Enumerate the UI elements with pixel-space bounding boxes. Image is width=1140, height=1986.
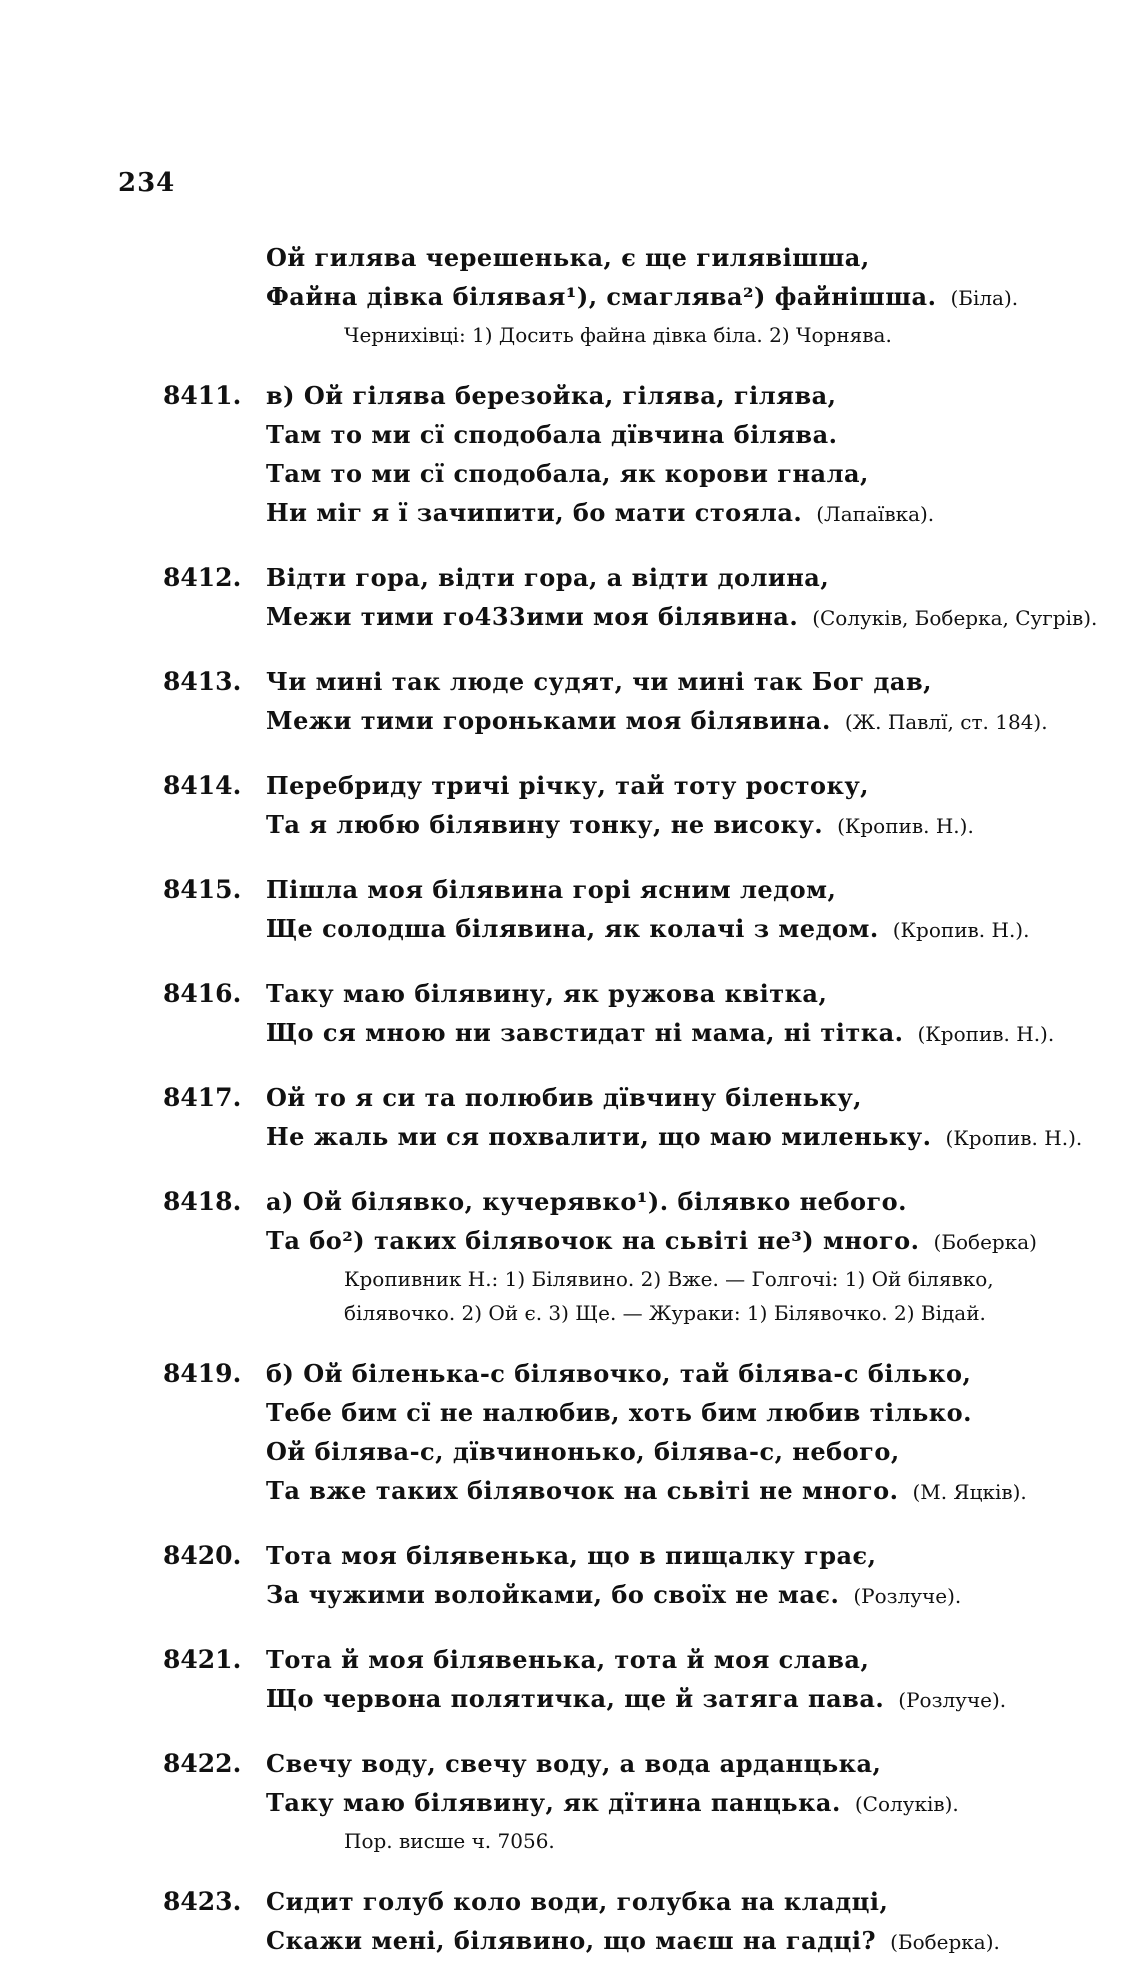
- entry-number: 8420.: [163, 1541, 242, 1570]
- entry-number: 8418.: [163, 1187, 242, 1216]
- source-reference: (Кропив. Н.).: [837, 814, 974, 838]
- verse-line: [266, 766, 1140, 805]
- verse-line: [266, 701, 1140, 742]
- verse-line: [266, 376, 1140, 415]
- source-reference: (Кропив. Н.).: [945, 1126, 1083, 1150]
- entry-number: 8413.: [163, 667, 242, 696]
- poem-entry: [0, 238, 1140, 352]
- verse-line: [266, 277, 1140, 318]
- verse-line: [266, 1921, 1140, 1962]
- verse-text: Що червона полятичка, ще й затяга пава.: [266, 1684, 885, 1713]
- poem-entry: [0, 974, 1140, 1054]
- verse-text: Сидит голуб коло води, голубка на кладці,: [266, 1887, 889, 1916]
- verse-text: Та вже таких білявочок на сьвіті не много.: [266, 1476, 899, 1505]
- verse-line: [266, 1393, 1140, 1432]
- verse-line: [266, 1078, 1140, 1117]
- verse-line: [266, 238, 1140, 277]
- verse-text: Чи мині так люде судят, чи мині так Бог дав,: [266, 667, 932, 696]
- verse-line: [266, 1471, 1140, 1512]
- footnote: Пор. висше ч. 7056.: [344, 1829, 555, 1853]
- verse-lines: [266, 1640, 1140, 1720]
- verse-text: Межи тими го433ими моя білявина.: [266, 602, 799, 631]
- verse-line: [266, 597, 1140, 638]
- poem-entry: [0, 870, 1140, 950]
- source-reference: (Лапаївка).: [816, 502, 935, 526]
- entry-number: 8414.: [163, 771, 242, 800]
- verse-text: Відти гора, відти гора, а відти долина,: [266, 563, 830, 592]
- verse-text: Та я любю білявину тонку, не високу.: [266, 810, 824, 839]
- verse-line: [266, 1744, 1140, 1783]
- verse-text: Ни міг я ї зачипити, бо мати стояла.: [266, 498, 803, 527]
- poem-entry: [0, 1182, 1140, 1330]
- source-reference: (Біла).: [950, 286, 1019, 310]
- verse-lines: [266, 1182, 1140, 1330]
- verse-text: Ой гилява черешенька, є ще гилявішша,: [266, 243, 870, 272]
- verse-text: Не жаль ми ся похвалити, що маю миленьку.: [266, 1122, 932, 1151]
- verse-line: [266, 805, 1140, 846]
- verse-line: [266, 1221, 1140, 1262]
- verse-lines: [266, 376, 1140, 534]
- verse-line: [266, 1640, 1140, 1679]
- poem-entry: [0, 1640, 1140, 1720]
- poem-entry: [0, 1354, 1140, 1512]
- verse-line: [266, 974, 1140, 1013]
- verse-line: [266, 909, 1140, 950]
- verse-text: в) Ой гілява березойка, гілява, гілява,: [266, 381, 837, 410]
- entry-number: 8412.: [163, 563, 242, 592]
- footnote: Кропивник Н.: 1) Білявино. 2) Вже. — Голгочі: 1) Ой білявко, білявочко. 2) Ой є. 3) Ще. — Жураки: 1) Білявочко. 2) Відай.: [344, 1267, 994, 1325]
- entry-number: 8421.: [163, 1645, 242, 1674]
- entry-number: 8417.: [163, 1083, 242, 1112]
- verse-line: [266, 558, 1140, 597]
- verse-lines: [266, 1536, 1140, 1616]
- verse-line: [266, 1013, 1140, 1054]
- poem-entry: [0, 376, 1140, 534]
- entry-number: 8411.: [163, 381, 242, 410]
- verse-line: [266, 1432, 1140, 1471]
- verse-text: Таку маю білявину, як ружова квітка,: [266, 979, 828, 1008]
- poem-entry: [0, 766, 1140, 846]
- verse-text: За чужими волойками, бо своїх не має.: [266, 1580, 840, 1609]
- verse-text: Перебриду тричі річку, тай тоту ростоку,: [266, 771, 870, 800]
- footnote: Чернихівці: 1) Досить файна дівка біла. 2) Чорнява.: [344, 323, 892, 347]
- source-reference: (М. Яцків).: [912, 1480, 1027, 1504]
- verse-text: Там то ми сї сподобала, як корови гнала,: [266, 459, 869, 488]
- verse-line: [266, 1117, 1140, 1158]
- verse-line: [266, 1354, 1140, 1393]
- verse-lines: [266, 870, 1140, 950]
- poem-entry: [0, 1078, 1140, 1158]
- source-reference: (Боберка): [933, 1230, 1037, 1254]
- verse-text: Тота моя білявенька, що в пищалку грає,: [266, 1541, 877, 1570]
- verse-lines: [266, 558, 1140, 638]
- source-reference: (Кропив. Н.).: [892, 918, 1030, 942]
- page-number: 234: [118, 168, 176, 198]
- verse-text: б) Ой біленька-с білявочко, тай білява-с білько,: [266, 1359, 972, 1388]
- source-reference: (Солуків, Боберка, Сугрів).: [812, 606, 1098, 630]
- verse-lines: [266, 1078, 1140, 1158]
- entry-number: 8423.: [163, 1887, 242, 1916]
- verse-line: [266, 415, 1140, 454]
- verse-text: Що ся мною ни завстидат ні мама, ні тітка.: [266, 1018, 904, 1047]
- poem-entry: [0, 1882, 1140, 1962]
- verse-text: Там то ми сї сподобала дївчина білява.: [266, 420, 838, 449]
- verse-line: [266, 1882, 1140, 1921]
- entry-number: 8415.: [163, 875, 242, 904]
- verse-text: Ще солодша білявина, як колачі з медом.: [266, 914, 879, 943]
- verse-text: Таку маю білявину, як дїтина панцька.: [266, 1788, 841, 1817]
- source-reference: (Солуків).: [854, 1792, 959, 1816]
- verse-lines: [266, 1882, 1140, 1962]
- poem-entry: [0, 662, 1140, 742]
- verse-line: [266, 1182, 1140, 1221]
- entry-number: 8422.: [163, 1749, 242, 1778]
- poem-entry: [0, 558, 1140, 638]
- source-reference: (Боберка).: [890, 1930, 1000, 1954]
- verse-text: Файна дівка білявая¹), смаглява²) файнішша.: [266, 282, 937, 311]
- entry-number: 8416.: [163, 979, 242, 1008]
- source-reference: (Кропив. Н.).: [917, 1022, 1055, 1046]
- verse-lines: [266, 662, 1140, 742]
- verse-line: [266, 1575, 1140, 1616]
- verse-line: [266, 870, 1140, 909]
- verse-text: Тота й моя білявенька, тота й моя слава,: [266, 1645, 870, 1674]
- verse-text: Межи тими гороньками моя білявина.: [266, 706, 831, 735]
- verse-line: [266, 493, 1140, 534]
- verse-line: [266, 1679, 1140, 1720]
- source-reference: (Розлуче).: [898, 1688, 1007, 1712]
- verse-line: [266, 1783, 1140, 1824]
- verse-text: Та бо²) таких білявочок на сьвіті не³) много.: [266, 1226, 920, 1255]
- verse-text: Тебе бим сї не налюбив, хоть бим любив тілько.: [266, 1398, 973, 1427]
- verse-text: Свечу воду, свечу воду, а вода арданцька,: [266, 1749, 882, 1778]
- verse-lines: [266, 974, 1140, 1054]
- verse-line: [266, 1536, 1140, 1575]
- entry-number: 8419.: [163, 1359, 242, 1388]
- verse-lines: [266, 238, 1140, 352]
- verse-text: Ой то я си та полюбив дївчину біленьку,: [266, 1083, 863, 1112]
- verse-lines: [266, 1744, 1140, 1858]
- source-reference: (Розлуче).: [853, 1584, 962, 1608]
- verse-line: [266, 662, 1140, 701]
- poem-entry: [0, 1744, 1140, 1858]
- verse-text: а) Ой білявко, кучерявко¹). білявко небого.: [266, 1187, 908, 1216]
- verse-lines: [266, 766, 1140, 846]
- verse-lines: [266, 1354, 1140, 1512]
- poem-entry: [0, 1536, 1140, 1616]
- verse-text: Ой білява-с, дївчинонько, білява-с, небого,: [266, 1437, 900, 1466]
- verse-text: Скажи мені, білявино, що маєш на гадці?: [266, 1926, 877, 1955]
- verse-text: Пішла моя білявина горі ясним ледом,: [266, 875, 837, 904]
- verse-line: [266, 454, 1140, 493]
- poem-entries: [0, 238, 1140, 1986]
- source-reference: (Ж. Павлї, ст. 184).: [844, 710, 1048, 734]
